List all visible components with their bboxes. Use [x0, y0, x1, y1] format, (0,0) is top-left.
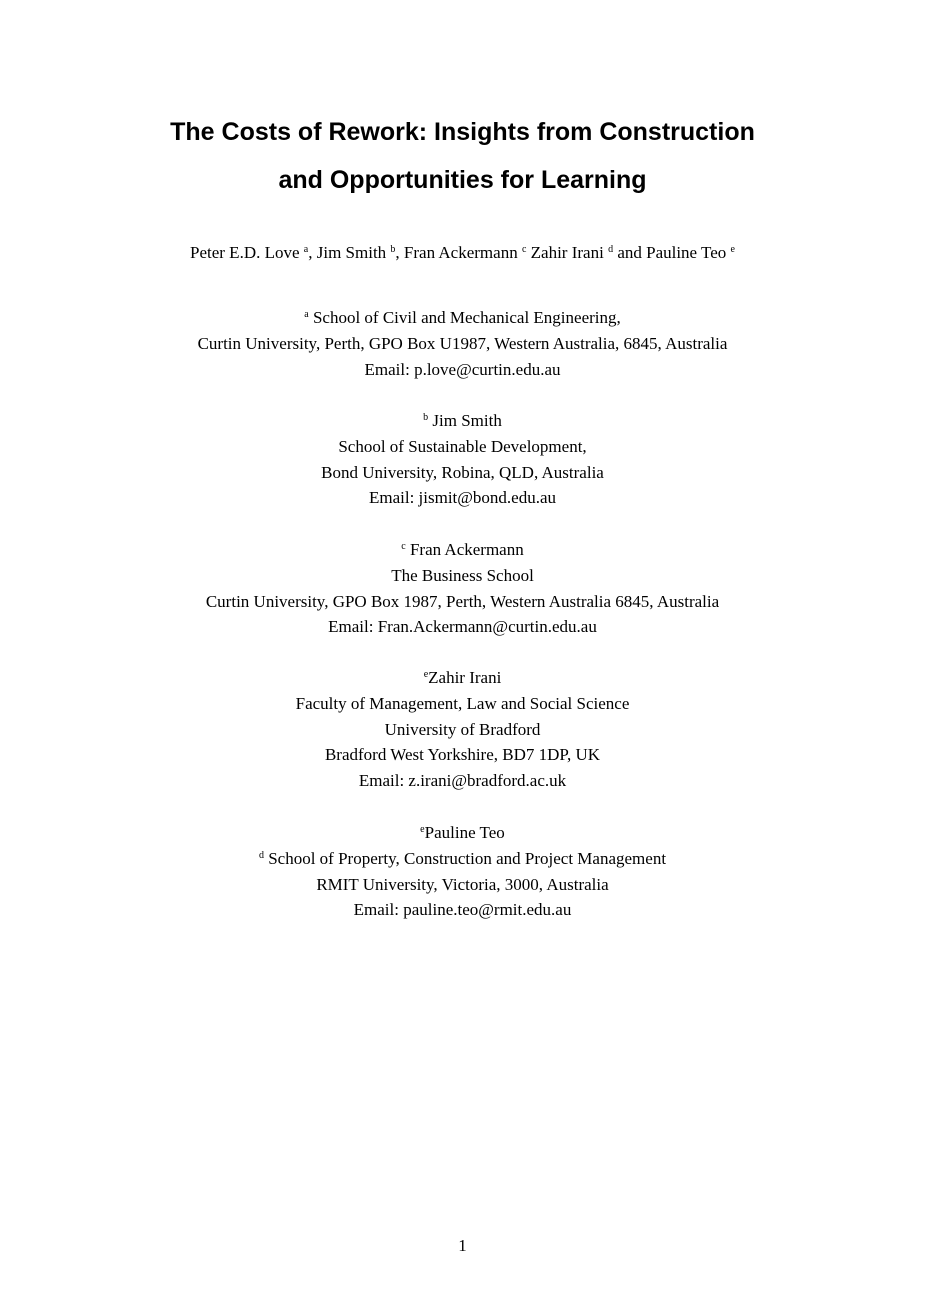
affiliation-address: RMIT University, Victoria, 3000, Australia	[316, 874, 609, 894]
title-line-2: and Opportunities for Learning	[278, 166, 647, 194]
affiliation-person: Fran Ackermann	[409, 540, 524, 559]
affiliation-sup: d	[258, 849, 264, 861]
affiliation-address: Curtin University, GPO Box 1987, Perth, Western Australia 6845, Australia	[205, 591, 720, 611]
affiliation-department: Faculty of Management, Law and Social Science	[295, 693, 630, 713]
affiliation-person: Jim Smith	[432, 411, 502, 430]
affiliation-b	[0, 408, 925, 511]
author-name: Peter E.D. Love	[190, 243, 300, 262]
affiliation-a	[0, 305, 925, 382]
affiliation-line	[0, 305, 925, 331]
affiliation-institution: University of Bradford	[384, 719, 541, 739]
author-separator: ,	[395, 243, 404, 262]
affiliation-department: School of Civil and Mechanical Engineering,	[312, 308, 621, 327]
affiliation-person: Zahir Irani	[428, 668, 502, 687]
author-name: Zahir Irani	[530, 243, 604, 262]
affiliation-address: Bradford West Yorkshire, BD7 1DP, UK	[324, 745, 601, 765]
affiliation-department: School of Property, Construction and Project Management	[268, 848, 667, 868]
affiliation-e	[0, 820, 925, 923]
affiliation-email: Email: p.love@curtin.edu.au	[364, 359, 561, 379]
affiliation-address: Curtin University, Perth, GPO Box U1987, Western Australia, 6845, Australia	[197, 333, 728, 353]
affiliation-address: Bond University, Robina, QLD, Australia	[321, 462, 604, 482]
author-list	[0, 241, 925, 265]
affiliation-sup: a	[304, 309, 309, 320]
affiliation-line	[0, 537, 925, 563]
author-sup: e	[730, 244, 735, 255]
title-line-1: The Costs of Rework: Insights from Construction	[170, 118, 755, 146]
author-sup: a	[303, 244, 309, 255]
affiliation-sup: e	[420, 824, 425, 835]
affiliation-line	[0, 846, 925, 872]
affiliation-d	[0, 665, 925, 794]
author-name: Pauline Teo	[646, 243, 727, 262]
affiliation-line	[0, 408, 925, 434]
affiliation-email: Email: pauline.teo@rmit.edu.au	[353, 900, 572, 920]
page-number: 1	[458, 1236, 467, 1255]
author-sup: c	[521, 244, 527, 255]
author-sup: b	[390, 244, 396, 255]
author-name: Fran Ackermann	[403, 243, 518, 262]
author-separator: and	[613, 243, 647, 262]
author-name: Jim Smith	[316, 243, 387, 262]
affiliation-line	[0, 820, 925, 846]
affiliation-sup: c	[401, 541, 406, 552]
affiliation-department: School of Sustainable Development,	[338, 436, 587, 456]
affiliation-person: Pauline Teo	[424, 823, 505, 842]
affiliation-email: Email: z.irani@bradford.ac.uk	[358, 771, 567, 791]
affiliation-email: Email: Fran.Ackermann@curtin.edu.au	[328, 617, 597, 637]
paper-title	[0, 108, 925, 204]
affiliation-department: The Business School	[391, 565, 534, 585]
affiliation-line	[0, 665, 925, 691]
affiliation-c	[0, 537, 925, 640]
affiliation-email: Email: jismit@bond.edu.au	[368, 488, 557, 508]
author-separator: ,	[308, 243, 317, 262]
affiliation-sup: e	[423, 669, 429, 680]
author-sup: d	[608, 244, 614, 255]
affiliation-sup: b	[423, 412, 429, 423]
